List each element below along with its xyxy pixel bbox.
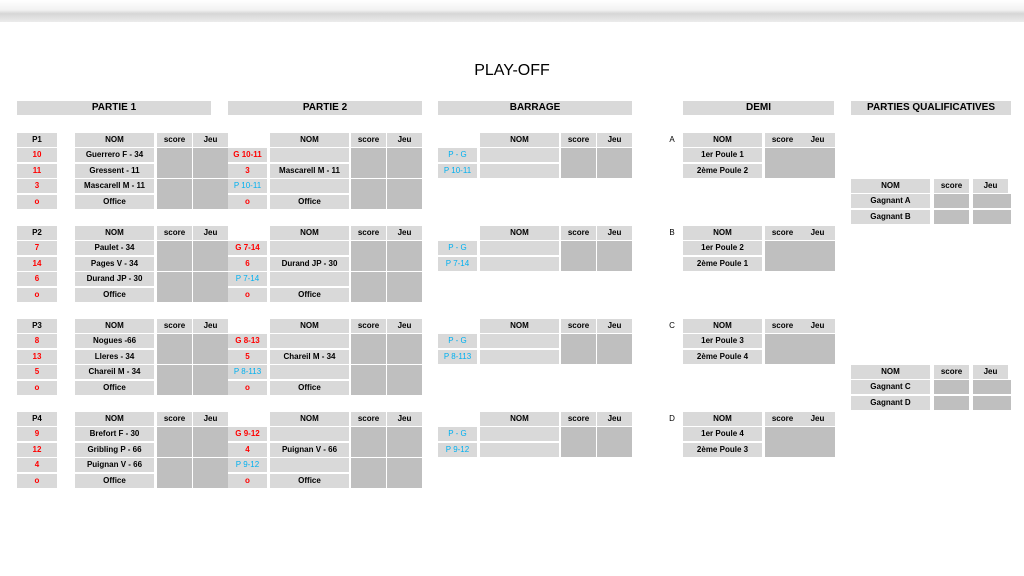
player-name: Brefort F - 30 (75, 427, 154, 441)
score-cell[interactable] (934, 194, 969, 208)
score-cell[interactable] (351, 179, 386, 209)
jeu-cell[interactable] (193, 272, 228, 302)
player-name: Gagnant A (851, 194, 930, 208)
column-header-nom: NOM (270, 412, 349, 426)
player-name (270, 272, 349, 286)
jeu-cell[interactable] (800, 241, 835, 271)
partie-2-group (228, 412, 422, 492)
column-header-jeu: Jeu (597, 412, 632, 426)
column-header-jeu: Jeu (800, 226, 835, 240)
score-cell[interactable] (157, 272, 192, 302)
jeu-cell[interactable] (973, 194, 1011, 208)
score-cell[interactable] (561, 241, 596, 271)
partie-1-group (17, 319, 218, 399)
player-name: Durand JP - 30 (75, 272, 154, 286)
score-cell[interactable] (157, 458, 192, 488)
jeu-cell[interactable] (597, 427, 632, 457)
group-label: P2 (17, 226, 57, 240)
section-header-partie-2: PARTIE 2 (228, 101, 422, 115)
section-header-partie-1: PARTIE 1 (17, 101, 211, 115)
match-ref: P 7-14 (438, 257, 477, 271)
column-header-score: score (157, 133, 192, 147)
group-label: D (669, 414, 675, 423)
jeu-cell[interactable] (387, 272, 422, 302)
column-header-jeu: Jeu (193, 319, 228, 333)
score-cell[interactable] (157, 148, 192, 178)
column-header-score: score (351, 133, 386, 147)
column-header-nom: NOM (683, 412, 762, 426)
column-header-jeu: Jeu (800, 412, 835, 426)
score-cell[interactable] (934, 380, 969, 394)
column-header-score: score (157, 226, 192, 240)
column-header-nom: NOM (75, 226, 154, 240)
player-name (270, 458, 349, 472)
player-name: Chareil M - 34 (75, 365, 154, 379)
jeu-cell[interactable] (193, 458, 228, 488)
jeu-cell[interactable] (193, 148, 228, 178)
seed-number: G 9-12 (228, 427, 267, 441)
player-name: Puignan V - 66 (75, 458, 154, 472)
player-name: 1er Poule 2 (683, 241, 762, 255)
match-ref: P - G (438, 241, 477, 255)
player-name: Office (270, 381, 349, 395)
player-name: Guerrero F - 34 (75, 148, 154, 162)
player-name (480, 427, 559, 441)
player-name: Mascarell M - 11 (270, 164, 349, 178)
player-name (270, 148, 349, 162)
column-header-nom: NOM (75, 133, 154, 147)
score-cell[interactable] (157, 427, 192, 457)
column-header-score: score (157, 319, 192, 333)
score-cell[interactable] (561, 148, 596, 178)
seed-number: 13 (17, 350, 57, 364)
barrage-group (438, 226, 632, 276)
jeu-cell[interactable] (800, 334, 835, 364)
seed-number: o (17, 195, 57, 209)
column-header-jeu: Jeu (387, 319, 422, 333)
partie-2-group (228, 226, 422, 306)
column-header-nom: NOM (270, 319, 349, 333)
player-name: Office (75, 288, 154, 302)
score-cell[interactable] (351, 241, 386, 271)
column-header-jeu: Jeu (387, 226, 422, 240)
seed-number: 5 (17, 365, 57, 379)
player-name: Office (270, 474, 349, 488)
score-cell[interactable] (351, 272, 386, 302)
group-label: P3 (17, 319, 57, 333)
seed-number: 5 (228, 350, 267, 364)
player-name: Office (270, 195, 349, 209)
partie-2-group (228, 319, 422, 399)
column-header-score: score (351, 319, 386, 333)
jeu-cell[interactable] (193, 179, 228, 209)
score-cell[interactable] (765, 148, 800, 178)
jeu-cell[interactable] (193, 365, 228, 395)
player-name: 2ème Poule 3 (683, 443, 762, 457)
column-header-nom: NOM (480, 319, 559, 333)
player-name: Chareil M - 34 (270, 350, 349, 364)
seed-number: 14 (17, 257, 57, 271)
seed-number: P 10-11 (228, 179, 267, 193)
player-name: 2ème Poule 2 (683, 164, 762, 178)
seed-number: G 7-14 (228, 241, 267, 255)
column-header-jeu: Jeu (597, 226, 632, 240)
column-header-jeu: Jeu (973, 179, 1008, 193)
column-header-nom: NOM (75, 412, 154, 426)
demi-group (664, 412, 836, 462)
jeu-cell[interactable] (973, 210, 1011, 224)
barrage-group (438, 319, 632, 369)
column-header-score: score (561, 133, 596, 147)
seed-number: o (17, 288, 57, 302)
jeu-cell[interactable] (973, 396, 1011, 410)
player-name: Gagnant B (851, 210, 930, 224)
player-name (480, 257, 559, 271)
score-cell[interactable] (351, 365, 386, 395)
seed-number: 4 (228, 443, 267, 457)
group-label: A (669, 135, 675, 144)
jeu-cell[interactable] (800, 427, 835, 457)
seed-number: o (228, 195, 267, 209)
jeu-cell[interactable] (193, 334, 228, 364)
jeu-cell[interactable] (597, 241, 632, 271)
match-ref: P 8-113 (438, 350, 477, 364)
jeu-cell[interactable] (387, 179, 422, 209)
player-name: 1er Poule 3 (683, 334, 762, 348)
player-name: Gressent - 11 (75, 164, 154, 178)
partie-1-group (17, 133, 218, 213)
score-cell[interactable] (157, 179, 192, 209)
player-name: Office (75, 381, 154, 395)
player-name: Gagnant D (851, 396, 930, 410)
page-title: PLAY-OFF (474, 62, 550, 79)
score-cell[interactable] (934, 210, 969, 224)
window-top-bar (0, 0, 1024, 22)
barrage-group (438, 412, 632, 462)
seed-number: o (17, 474, 57, 488)
column-header-jeu: Jeu (387, 133, 422, 147)
player-name: Lleres - 34 (75, 350, 154, 364)
player-name (480, 164, 559, 178)
player-name: Office (75, 195, 154, 209)
jeu-cell[interactable] (597, 148, 632, 178)
column-header-jeu: Jeu (800, 319, 835, 333)
player-name (270, 179, 349, 193)
partie-2-group (228, 133, 422, 213)
seed-number: o (228, 381, 267, 395)
seed-number: 10 (17, 148, 57, 162)
jeu-cell[interactable] (387, 148, 422, 178)
seed-number: G 8-13 (228, 334, 267, 348)
player-name (480, 241, 559, 255)
seed-number: 7 (17, 241, 57, 255)
group-label: P1 (17, 133, 57, 147)
seed-number: G 10-11 (228, 148, 267, 162)
column-header-score: score (934, 365, 969, 379)
jeu-cell[interactable] (193, 241, 228, 271)
column-header-score: score (561, 319, 596, 333)
jeu-cell[interactable] (193, 427, 228, 457)
player-name (270, 241, 349, 255)
seed-number: 8 (17, 334, 57, 348)
column-header-nom: NOM (683, 226, 762, 240)
seed-number: P 9-12 (228, 458, 267, 472)
score-cell[interactable] (351, 427, 386, 457)
jeu-cell[interactable] (800, 148, 835, 178)
score-cell[interactable] (561, 334, 596, 364)
column-header-score: score (765, 319, 800, 333)
jeu-cell[interactable] (387, 241, 422, 271)
column-header-jeu: Jeu (193, 226, 228, 240)
player-name (270, 334, 349, 348)
score-cell[interactable] (765, 241, 800, 271)
seed-number: 6 (228, 257, 267, 271)
column-header-score: score (157, 412, 192, 426)
match-ref: P - G (438, 427, 477, 441)
seed-number: P 7-14 (228, 272, 267, 286)
player-name: Nogues -66 (75, 334, 154, 348)
score-cell[interactable] (157, 334, 192, 364)
player-name (480, 443, 559, 457)
column-header-jeu: Jeu (800, 133, 835, 147)
seed-number: o (228, 474, 267, 488)
player-name (480, 334, 559, 348)
column-header-jeu: Jeu (193, 133, 228, 147)
seed-number: 9 (17, 427, 57, 441)
column-header-score: score (765, 133, 800, 147)
demi-group (664, 133, 836, 183)
column-header-score: score (351, 226, 386, 240)
match-ref: P 10-11 (438, 164, 477, 178)
player-name (270, 427, 349, 441)
group-label: B (669, 228, 675, 237)
player-name: 1er Poule 4 (683, 427, 762, 441)
column-header-jeu: Jeu (973, 365, 1008, 379)
player-name: Office (75, 474, 154, 488)
column-header-nom: NOM (270, 226, 349, 240)
seed-number: P 8-113 (228, 365, 267, 379)
column-header-nom: NOM (851, 179, 930, 193)
partie-1-group (17, 226, 218, 306)
barrage-group (438, 133, 632, 183)
player-name: Gribling P - 66 (75, 443, 154, 457)
qualif-group (851, 179, 1011, 229)
qualif-group (851, 365, 1011, 415)
column-header-score: score (765, 226, 800, 240)
match-ref: P - G (438, 334, 477, 348)
column-header-score: score (351, 412, 386, 426)
column-header-jeu: Jeu (597, 133, 632, 147)
seed-number: 4 (17, 458, 57, 472)
section-header-barrage: BARRAGE (438, 101, 632, 115)
column-header-nom: NOM (270, 133, 349, 147)
player-name: 1er Poule 1 (683, 148, 762, 162)
column-header-score: score (561, 412, 596, 426)
column-header-score: score (561, 226, 596, 240)
jeu-cell[interactable] (387, 458, 422, 488)
match-ref: P - G (438, 148, 477, 162)
seed-number: 6 (17, 272, 57, 286)
seed-number: 12 (17, 443, 57, 457)
seed-number: o (17, 381, 57, 395)
player-name: Office (270, 288, 349, 302)
player-name: Durand JP - 30 (270, 257, 349, 271)
column-header-nom: NOM (75, 319, 154, 333)
column-header-nom: NOM (480, 412, 559, 426)
column-header-nom: NOM (683, 319, 762, 333)
column-header-score: score (765, 412, 800, 426)
player-name: Mascarell M - 11 (75, 179, 154, 193)
seed-number: 3 (17, 179, 57, 193)
jeu-cell[interactable] (973, 380, 1011, 394)
column-header-jeu: Jeu (597, 319, 632, 333)
score-cell[interactable] (934, 396, 969, 410)
player-name: Gagnant C (851, 380, 930, 394)
column-header-nom: NOM (683, 133, 762, 147)
player-name: 2ème Poule 1 (683, 257, 762, 271)
group-label: C (669, 321, 675, 330)
jeu-cell[interactable] (387, 427, 422, 457)
player-name: 2ème Poule 4 (683, 350, 762, 364)
group-label: P4 (17, 412, 57, 426)
column-header-score: score (934, 179, 969, 193)
column-header-nom: NOM (480, 133, 559, 147)
player-name: Paulet - 34 (75, 241, 154, 255)
jeu-cell[interactable] (597, 334, 632, 364)
seed-number: 3 (228, 164, 267, 178)
column-header-nom: NOM (480, 226, 559, 240)
column-header-jeu: Jeu (387, 412, 422, 426)
seed-number: 11 (17, 164, 57, 178)
column-header-nom: NOM (851, 365, 930, 379)
partie-1-group (17, 412, 218, 492)
player-name (270, 365, 349, 379)
score-cell[interactable] (561, 427, 596, 457)
seed-number: o (228, 288, 267, 302)
section-header-parties-qualificatives: PARTIES QUALIFICATIVES (851, 101, 1011, 115)
score-cell[interactable] (157, 365, 192, 395)
jeu-cell[interactable] (387, 365, 422, 395)
score-cell[interactable] (351, 148, 386, 178)
score-cell[interactable] (351, 458, 386, 488)
column-header-jeu: Jeu (193, 412, 228, 426)
section-header-demi: DEMI (683, 101, 834, 115)
player-name (480, 148, 559, 162)
player-name (480, 350, 559, 364)
player-name: Pages V - 34 (75, 257, 154, 271)
match-ref: P 9-12 (438, 443, 477, 457)
score-cell[interactable] (351, 334, 386, 364)
player-name: Puignan V - 66 (270, 443, 349, 457)
score-cell[interactable] (765, 334, 800, 364)
demi-group (664, 226, 836, 276)
score-cell[interactable] (157, 241, 192, 271)
demi-group (664, 319, 836, 369)
jeu-cell[interactable] (387, 334, 422, 364)
score-cell[interactable] (765, 427, 800, 457)
